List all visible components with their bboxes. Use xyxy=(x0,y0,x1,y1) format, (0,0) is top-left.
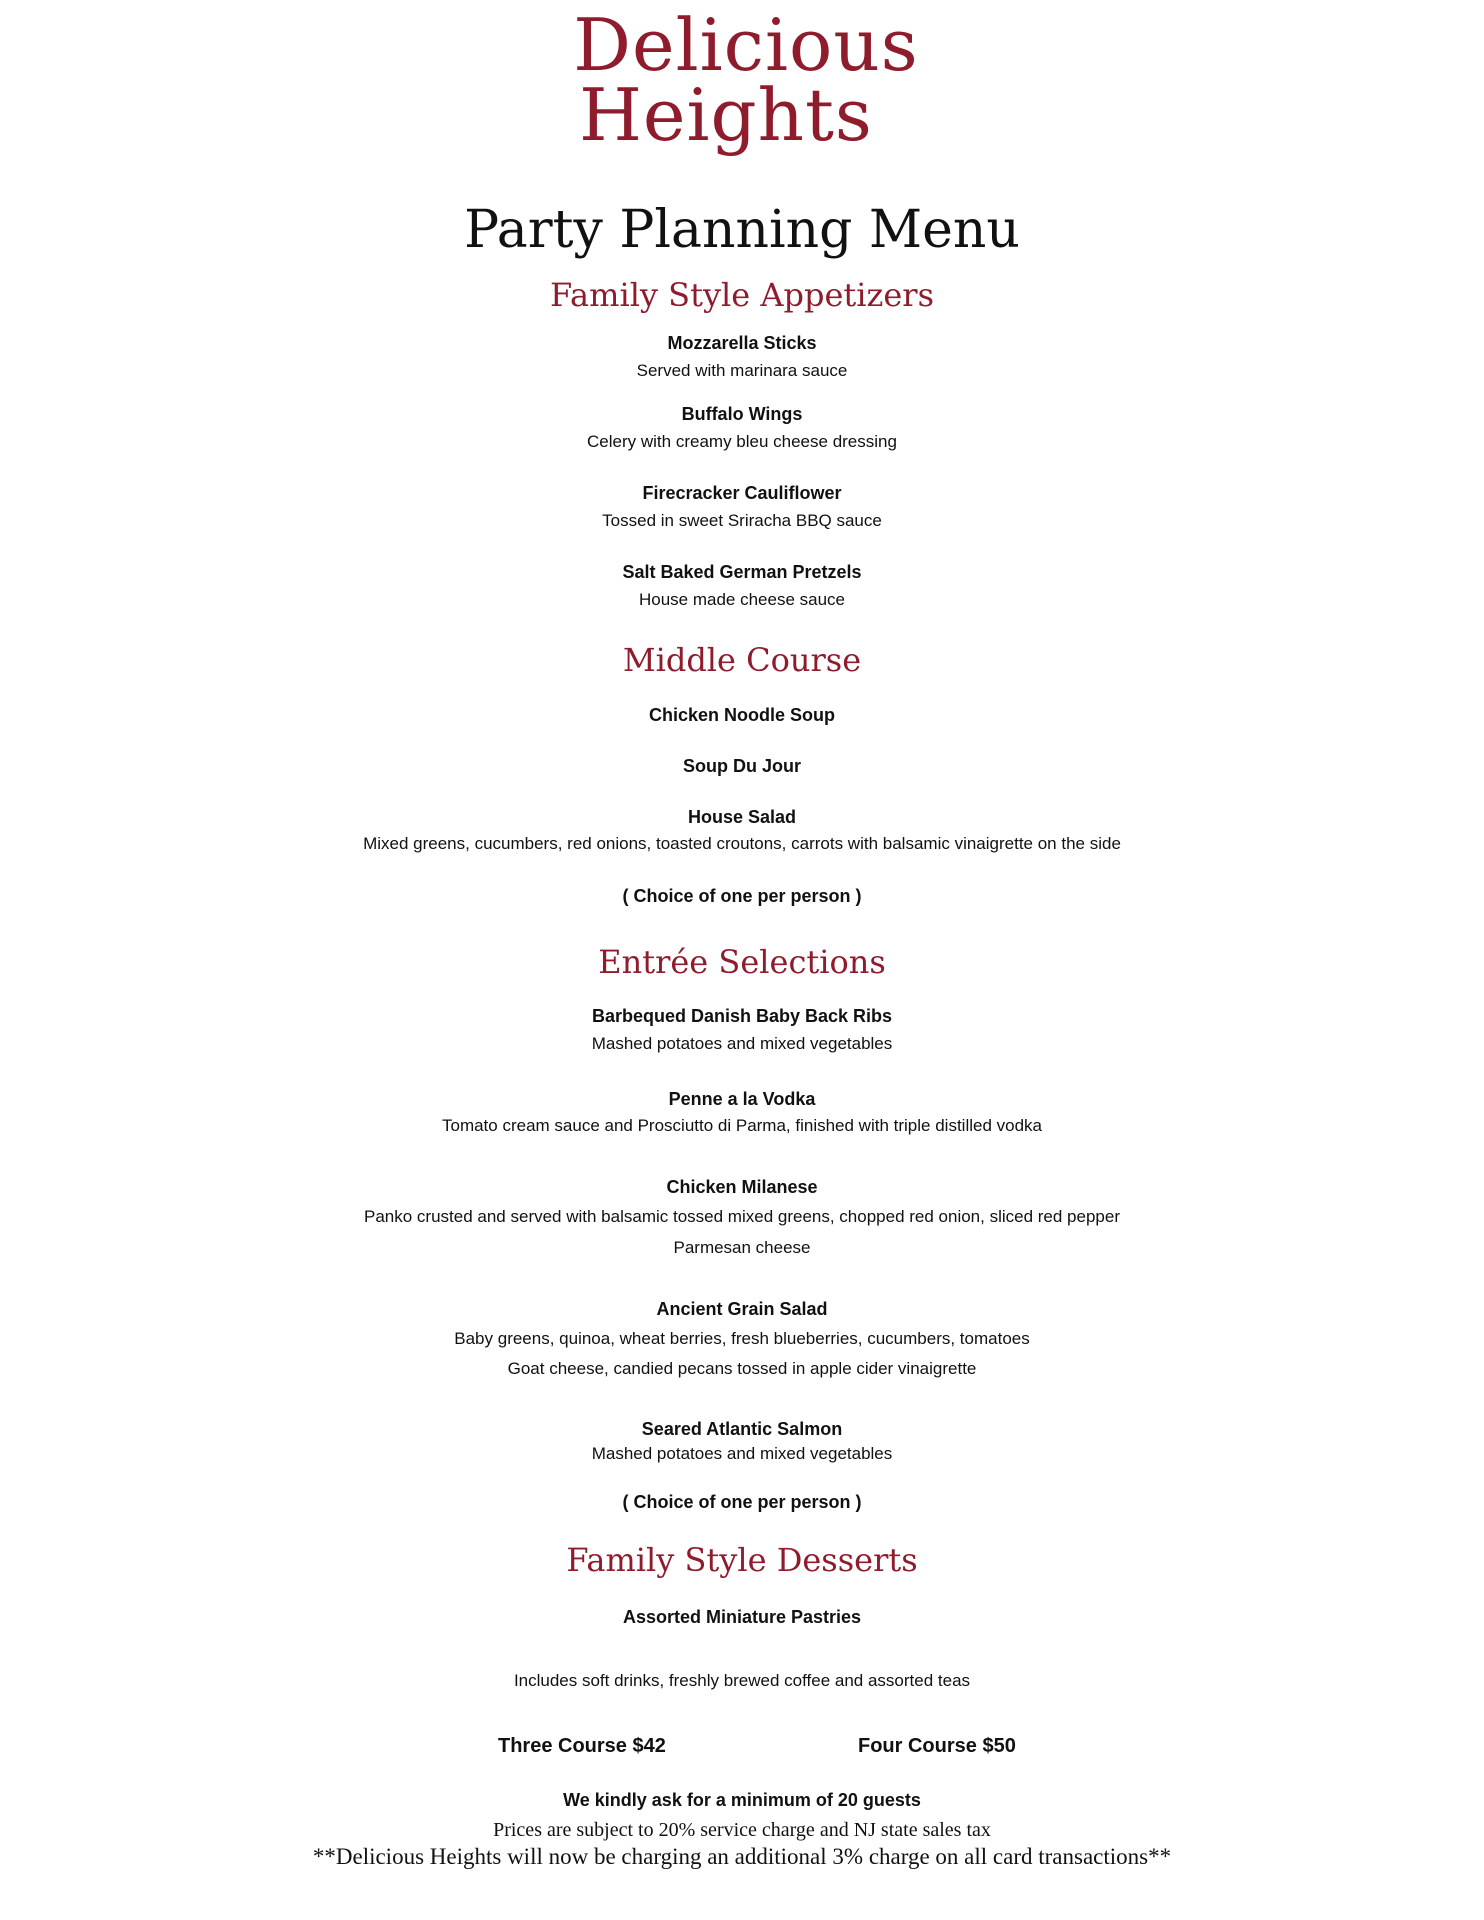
entree-name: Penne a la Vodka xyxy=(668,1089,816,1109)
appetizer-desc: Celery with creamy bleu cheese dressing xyxy=(587,432,897,451)
four-course-price: Four Course $50 xyxy=(858,1735,1016,1757)
entrees-heading: Entrée Selections xyxy=(598,943,886,981)
entree-desc-line2: Parmesan cheese xyxy=(673,1238,811,1257)
card-charge-notice: **Delicious Heights will now be charging an additional 3% charge on all card transactions** xyxy=(312,1844,1172,1869)
middle-course-name: Chicken Noodle Soup xyxy=(648,705,835,725)
appetizer-name: Mozzarella Sticks xyxy=(667,333,817,353)
entree-name: Seared Atlantic Salmon xyxy=(641,1419,843,1439)
service-charge-note: Prices are subject to 20% service charge and NJ state sales tax xyxy=(493,1819,991,1841)
entree-name: Chicken Milanese xyxy=(666,1177,818,1197)
middle-course-name: Soup Du Jour xyxy=(683,756,801,776)
entree-name: Barbequed Danish Baby Back Ribs xyxy=(591,1006,893,1026)
middle-course-choice-note: ( Choice of one per person ) xyxy=(622,886,862,906)
dessert-name: Assorted Miniature Pastries xyxy=(622,1607,862,1627)
middle-course-desc: Mixed greens, cucumbers, red onions, toasted croutons, carrots with balsamic vinaigrette on the side xyxy=(363,834,1121,853)
entree-desc: Mashed potatoes and mixed vegetables xyxy=(591,1034,893,1053)
middle-course-name: House Salad xyxy=(687,807,797,827)
appetizer-desc: House made cheese sauce xyxy=(638,590,846,609)
logo-line-1: Delicious xyxy=(573,3,919,87)
appetizer-desc: Tossed in sweet Sriracha BBQ sauce xyxy=(602,511,882,530)
desserts-heading: Family Style Desserts xyxy=(566,1541,918,1579)
entree-desc: Panko crusted and served with balsamic tossed mixed greens, chopped red onion, sliced red pepper xyxy=(364,1207,1120,1226)
appetizer-name: Salt Baked German Pretzels xyxy=(622,562,862,582)
restaurant-logo xyxy=(553,3,939,170)
appetizers-heading: Family Style Appetizers xyxy=(550,276,934,314)
entree-desc-line2: Goat cheese, candied pecans tossed in apple cider vinaigrette xyxy=(507,1359,977,1378)
appetizer-name: Buffalo Wings xyxy=(681,404,803,424)
entree-desc: Mashed potatoes and mixed vegetables xyxy=(591,1444,893,1463)
entree-desc: Baby greens, quinoa, wheat berries, fresh blueberries, cucumbers, tomatoes xyxy=(454,1329,1030,1348)
minimum-guests-note: We kindly ask for a minimum of 20 guests xyxy=(563,1790,921,1810)
entree-name: Ancient Grain Salad xyxy=(656,1299,828,1319)
appetizer-name: Firecracker Cauliflower xyxy=(642,483,842,503)
appetizer-desc: Served with marinara sauce xyxy=(636,361,848,380)
middle-course-heading: Middle Course xyxy=(622,641,862,679)
entree-choice-note: ( Choice of one per person ) xyxy=(622,1492,862,1512)
three-course-price: Three Course $42 xyxy=(498,1735,666,1757)
entree-desc: Tomato cream sauce and Prosciutto di Parma, finished with triple distilled vodka xyxy=(441,1116,1042,1135)
page-title: Party Planning Menu xyxy=(464,200,1020,260)
includes-note: Includes soft drinks, freshly brewed coffee and assorted teas xyxy=(513,1671,971,1690)
logo-line-2: Heights xyxy=(579,73,873,157)
